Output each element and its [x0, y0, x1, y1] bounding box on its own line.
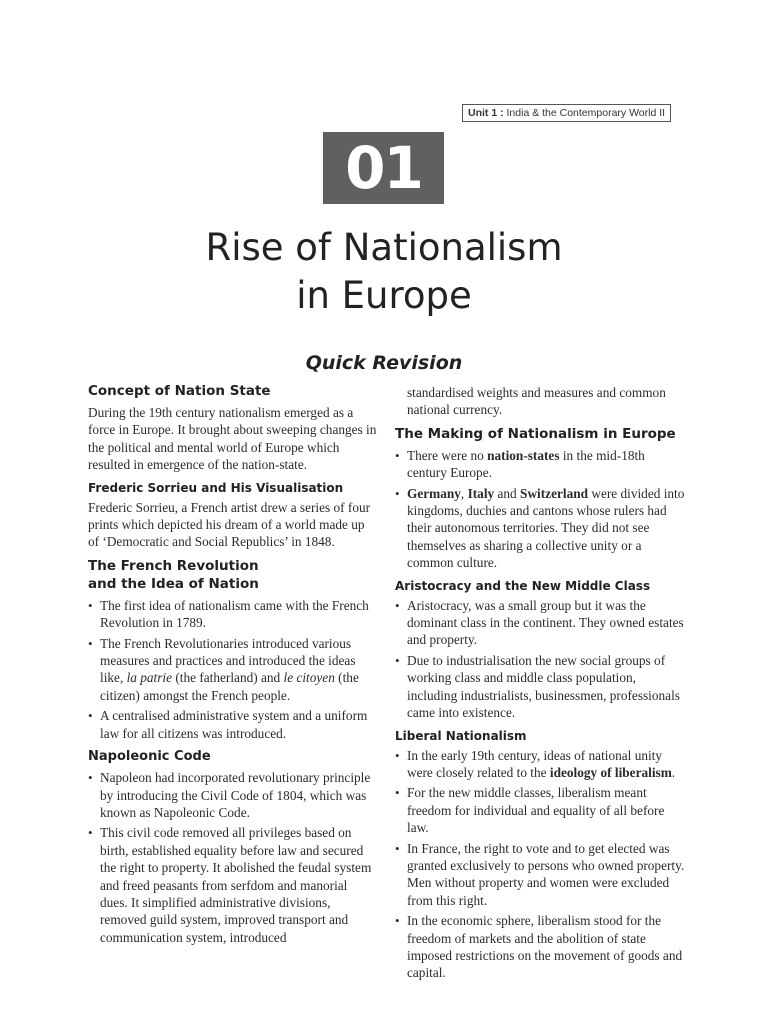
- list-item: • For the new middle classes, liberalism meant freedom for individual and equality of all before law.: [395, 784, 687, 836]
- text: In the early 19th century, ideas of national unity were closely related to the: [407, 747, 663, 780]
- chapter-title: [0, 224, 768, 320]
- quick-revision-heading: Quick Revision: [305, 352, 463, 374]
- term-switzerland: Switzerland: [520, 485, 589, 501]
- unit-label-box: [462, 104, 671, 122]
- list-item: • The first idea of nationalism came with the French Revolution in 1789.: [88, 597, 378, 632]
- list-item: [395, 447, 687, 482]
- concept-heading: Concept of Nation State: [88, 383, 271, 399]
- text: in the mid-18th century Europe.: [407, 447, 645, 481]
- list-item: • Due to industrialisation the new social groups of working class and middle class population, including industrialists, businessmen, professionals came into existence.: [395, 652, 687, 722]
- text: and: [494, 485, 521, 501]
- list-item: [395, 747, 687, 782]
- aristocracy-list: [395, 597, 687, 722]
- french-revolution-heading: [88, 557, 378, 593]
- liberal-nationalism-heading: Liberal Nationalism: [395, 728, 527, 743]
- list-item: • Napoleon had incorporated revolutionary principle by introducing the Civil Code of 1804, which was known as Napoleonic Code.: [88, 769, 378, 821]
- text: There were no: [407, 447, 488, 463]
- list-item: • A centralised administrative system and a uniform law for all citizens was introduced.: [88, 707, 378, 742]
- term-la-patrie: la patrie: [126, 670, 173, 686]
- concept-text: During the 19th century nationalism emerged as a force in Europe. It brought about sweeping changes in the political and mental world of Europe which resulted in emergence of the nation-state.: [88, 405, 377, 473]
- french-revolution-list: [88, 597, 378, 742]
- text: (the fatherland) and: [172, 670, 284, 686]
- sorrieu-text: Frederic Sorrieu, a French artist drew a series of four prints which depicted his dream of a world made up of ‘Democratic and Social Republics’ in 1848.: [88, 499, 371, 550]
- text: (the citizen) amongst the French people.: [100, 670, 359, 703]
- text: The French Revolutionaries introduced various measures and practices and introduced the ideas like,: [100, 635, 356, 686]
- french-heading-line1: The French Revolution: [88, 557, 259, 574]
- left-column: [88, 382, 378, 949]
- list-item: • In the economic sphere, liberalism stood for the freedom of markets and the abolition of state imposed restrictions on the movement of goods and capital.: [395, 912, 687, 982]
- sorrieu-heading: Frederic Sorrieu and His Visualisation: [88, 480, 344, 495]
- making-nationalism-list: [395, 447, 687, 572]
- text: ,: [460, 485, 468, 501]
- chapter-title-line1: Rise of Nationalism: [205, 226, 563, 269]
- right-column: [395, 384, 687, 985]
- french-heading-line2: and the Idea of Nation: [88, 575, 259, 592]
- unit-subject: India & the Contemporary World II: [503, 107, 666, 119]
- napoleonic-code-list: [88, 769, 378, 946]
- chapter-number: 01: [323, 132, 444, 204]
- napoleonic-code-heading: Napoleonic Code: [88, 749, 211, 765]
- text: were divided into kingdoms, duchies and cantons whose rulers had their autonomous territories. They did not see themselves as sharing a collective unity or a common culture.: [407, 485, 685, 571]
- list-item: [395, 485, 687, 572]
- term-ideology-of-liberalism: ideology of liberalism: [549, 764, 672, 780]
- term-germany: Germany: [407, 485, 461, 501]
- list-item: • In France, the right to vote and to get elected was granted exclusively to persons who owned property. Men without property and women were excluded from this right.: [395, 840, 687, 910]
- continued-text: standardised weights and measures and common national currency.: [407, 385, 666, 418]
- text: .: [671, 764, 676, 780]
- unit-number: Unit 1 :: [468, 107, 504, 119]
- term-le-citoyen: le citoyen: [283, 670, 335, 686]
- list-item: [88, 635, 378, 705]
- term-italy: Italy: [467, 485, 495, 501]
- aristocracy-heading: Aristocracy and the New Middle Class: [395, 578, 651, 593]
- making-nationalism-heading: The Making of Nationalism in Europe: [395, 425, 676, 442]
- list-item: • Aristocracy, was a small group but it was the dominant class in the continent. They owned estates and property.: [395, 597, 687, 649]
- liberal-nationalism-list: [395, 747, 687, 982]
- term-nation-states: nation-states: [487, 447, 560, 463]
- chapter-title-line2: in Europe: [296, 274, 472, 317]
- list-item: • This civil code removed all privileges based on birth, established equality before law and secured the right to property. It abolished the feudal system and freed peasants from serfdom and manorial dues. It simplified administrative divisions, removed guild system, improved transport and communication system, introduced: [88, 824, 378, 946]
